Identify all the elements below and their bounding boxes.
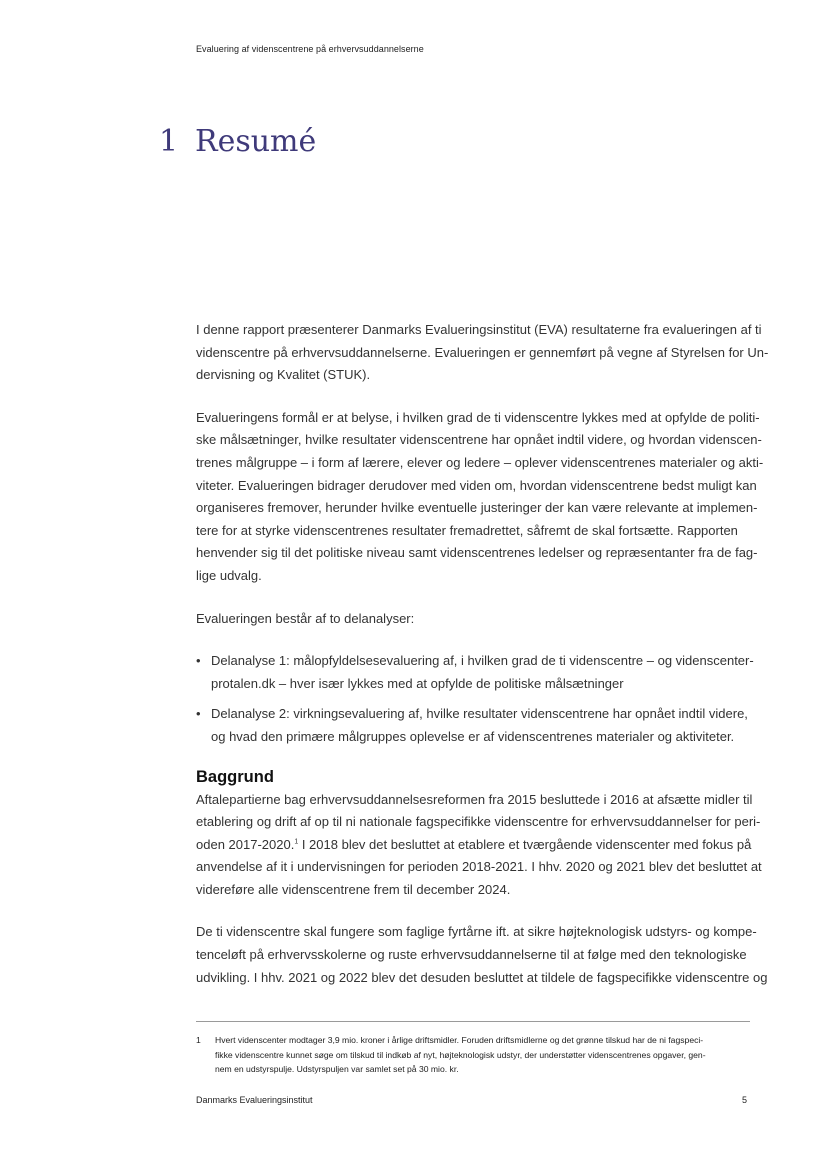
text-line: etablering og drift af op til ni nationale fagspecifikke videnscentre for erhvervsuddannelser for peri- [196,814,761,830]
text-line: henvender sig til det politiske niveau samt videnscentrenes ledelser og repræsentanter fra de fag- [196,545,758,561]
intro-paragraph [196,319,769,387]
section-heading-baggrund: Baggrund [196,767,274,786]
footnote-reference[interactable]: 1 [294,838,299,846]
bullet-icon: • [196,706,201,722]
text-line: Delanalyse 1: målopfyldelsesevaluering af, i hvilken grad de ti videnscentre – og videnscenter- [211,653,754,669]
text-line [196,834,750,857]
text-line: lige udvalg. [196,567,262,583]
text-line: tere for at styrke videnscentrenes resultater fremadrettet, såfremt de skal fortsætte. Rapporten [196,522,738,538]
text-line: Hvert videnscenter modtager 3,9 mio. kroner i årlige driftsmidler. Foruden driftsmidlerne og det grønne tilskud har de ni fagspeci- [215,1035,704,1045]
text-line: udvikling. I hhv. 2021 og 2022 blev det desuden besluttet at tildele de fagspecifikke videnscentre og [196,969,768,985]
text-fragment: I 2018 blev det besluttet at etablere et tværgående videnscenter med fokus på [298,836,752,852]
chapter-title-text: Resumé [195,124,317,159]
running-header: Evaluering af videnscentrene på erhvervsuddannelserne [196,44,424,54]
text-line: fikke videnscentre kunnet søge om tilskud til indkøb af nyt, højteknologisk udstyr, der understøtter videnscentrenes opgaver, gen- [215,1049,706,1060]
text-line: ske målsætninger, hvilke resultater videnscentrene har opnået indtil videre, og hvordan videnscen- [196,432,762,448]
footnote-divider [196,1021,750,1022]
text-line: Delanalyse 2: virkningsevaluering af, hvilke resultater videnscentrene har opnået indtil videre, [211,706,748,722]
text-fragment: oden 2017-2020. [196,836,295,852]
text-line: organiseres fremover, herunder hvilke eventuelle justeringer der kan være relevante at implemen- [196,500,758,516]
background-paragraph-2 [196,921,768,989]
footnote-text [215,1033,750,1077]
text-line: viteter. Evalueringen bidrager derudover med viden om, hvordan videnscentrene bedst muligt kan [196,477,757,493]
bullet-icon: • [196,653,201,669]
text-line: anvendelse af it i undervisningen for perioden 2018-2021. I hhv. 2020 og 2021 blev det besluttet at [196,859,762,875]
list-item [196,703,750,748]
chapter-title [159,124,316,159]
body-text [196,319,769,989]
text-line: I denne rapport præsenterer Danmarks Evalueringsinstitut (EVA) resultaterne fra evalueringen af ti [196,322,762,337]
text-line: videnscentre på erhvervsuddannelserne. Evalueringen er gennemført på vegne af Styrelsen for Un- [196,344,769,360]
purpose-paragraph [196,407,764,588]
text-line: dervisning og Kvalitet (STUK). [196,367,371,383]
text-line: De ti videnscentre skal fungere som faglige fyrtårne ift. at sikre højteknologisk udstyrs- og kompe- [196,924,757,940]
footnote-number: 1 [196,1035,201,1045]
text-line: videreføre alle videnscentrene frem til december 2024. [196,881,511,897]
analyses-intro: Evalueringen består af to delanalyser: [196,610,415,626]
text-line: tenceløft på erhvervsskolerne og ruste erhvervsuddannelserne til at følge med den teknologiske [196,947,747,963]
footnote [196,1033,750,1077]
chapter-number: 1 [159,124,179,159]
background-paragraph-1 [196,789,762,902]
list-item [196,650,754,695]
text-line: Aftalepartierne bag erhvervsuddannelsesreformen fra 2015 besluttede i 2016 at afsætte midler til [196,791,753,807]
page-number: 5 [742,1095,748,1105]
text-line: trenes målgruppe – i form af lærere, elever og ledere – oplever videnscentrenes materialer og akti- [196,454,764,470]
text-line: protalen.dk – hver især lykkes med at opfylde de politiske målsætninger [211,675,624,691]
text-line: og hvad den primære målgruppes oplevelse er af videnscentrenes materialer og aktiviteter. [211,728,735,744]
footer-organization: Danmarks Evalueringsinstitut [196,1095,313,1105]
text-line: Evalueringens formål er at belyse, i hvilken grad de ti videnscentre lykkes med at opfylde de politi- [196,409,760,425]
analyses-list [196,650,754,748]
text-line: nem en udstyrspulje. Udstyrspuljen var samlet set på 30 mio. kr. [215,1064,459,1074]
